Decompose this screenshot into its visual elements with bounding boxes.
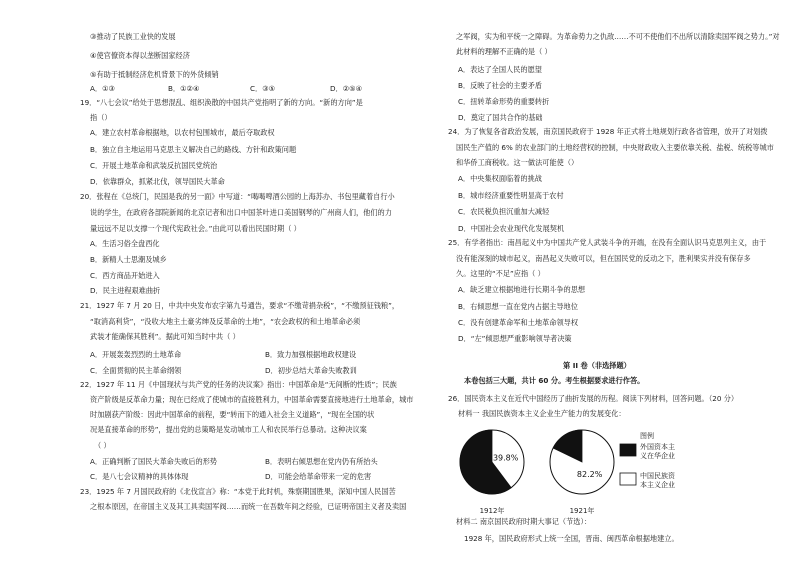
q22-stem-3: 时加剧获产阶级：因此中国革命的前程，要“转而下的通入社会主义道路”，“现在全国的状	[90, 410, 375, 419]
q22-stem-2: 资产阶级是反革命力量；现在已经成了使城市的直接胜利力，中国革命需要直接地进行土地革命，城市	[90, 395, 414, 404]
q20-opt-b: B．新精人士思潮及城乡	[90, 255, 167, 264]
q25-opt-a: A．缺乏建立根据地进行长期斗争的思想	[458, 285, 586, 294]
q26-material-2-line: 1928 年，国民政府形式上统一全国，晋南、闽西革命根据地建立。	[464, 534, 679, 543]
q18-option-4: ④使官僚资本得以垄断国家经济	[90, 51, 190, 60]
q19-opt-d: D．依靠群众，抓紧北伐，领导国民大革命	[90, 177, 225, 186]
q22-stem-1: 22．1927 年 11 月《中国现状与共产党的任务的决议案》指出：中国革命是“无间断的性质”；民族	[80, 380, 397, 389]
q21-stem-3: 武装才能确保其胜利”。据此可知当时中共（ ）	[90, 332, 240, 341]
q19-stem-1: 19．“八七会议”给处于思想混乱、组织涣散的中国共产党指明了新的方向。“新的方向”是	[80, 98, 363, 107]
legend-label-foreign-1: 外国资本主	[640, 443, 675, 451]
pie-year-label-1921: 1921年	[569, 507, 595, 515]
q18-choice-b: B．①②④	[168, 84, 200, 93]
q24-stem-2: 国民生产值的 6% 的农业部门的土地经营权的控制，中央财政收入主要依靠关税、盐税、统税等城市	[456, 143, 774, 152]
pie-data-label-1912年: 39.8%	[492, 453, 519, 463]
q20-opt-c: C．西方商品开始进入	[90, 271, 160, 280]
q24-opt-a: A．中央集权面临着的挑战	[458, 174, 542, 183]
part2-note: 本卷包括三大题，共计 60 分。考生根据要求进行作答。	[464, 376, 645, 385]
q19-opt-c: C．开展土地革命和武装反抗国民党统治	[90, 161, 218, 170]
q24-stem-1: 24．为了恢复各省政治发展，南京国民政府于 1928 年正式将土地规划行政各省管理，放开了对划拨	[448, 127, 768, 136]
q23-opt-b: B．反映了社会的主要矛盾	[458, 81, 542, 90]
q18-choice-a: A．①③	[90, 84, 115, 93]
q26-stem: 26．国民资本主义在近代中国经历了曲折发展的历程。阅读下列材料，回答问题。（20 分）	[448, 394, 739, 403]
q18-option-3: ③推动了民族工业快的发展	[90, 32, 176, 41]
legend-label-national-2: 本主义企业	[640, 481, 675, 489]
q22-opt-c: C．是八七会议精神的具体体现	[90, 472, 189, 481]
q18-choice-d: D．②⑤④	[330, 84, 363, 93]
q21-opt-c: C．全面贯彻的民主革命纲领	[90, 366, 182, 375]
q22-stem-5: （ ）	[94, 441, 111, 450]
pie-year-label-1912: 1912年	[479, 507, 505, 515]
q18-choice-c: C．③⑤	[250, 84, 276, 93]
q23-stem-1: 23．1925 年 7 月国民政府的《北伐宣言》称：“本党于此时机，殊察期国胜果，深知中国人民国苦	[80, 487, 396, 496]
q19-opt-a: A．建立农村革命根据地，以农村包围城市，最后夺取政权	[90, 128, 275, 137]
pie-data-label-1921年: 82.2%	[576, 470, 603, 480]
legend-label-national-1: 中国民族资	[640, 472, 675, 480]
q23-cont-1: 之军阀，实为和平统一之障碍。为革命势力之仇敌……不可不使他们不出所以清除卖国军阀之势力。”对	[456, 32, 780, 41]
q22-stem-4: 况是直接革命的形势”，提出党的总策略是发动城市工人和农民举行总暴动。这种决议案	[90, 425, 367, 434]
part2-title: 第 II 卷（非选择题）	[563, 361, 631, 370]
q21-opt-b: B．致力加强根据地政权建设	[265, 350, 357, 359]
legend-swatch-national	[620, 473, 636, 485]
q21-opt-a: A．开展轰轰烈烈的土地革命	[90, 350, 182, 359]
q25-opt-d: D．“左”倾思想严重影响领导者决策	[458, 334, 572, 343]
q20-opt-a: A．生活习俗全盘西化	[90, 239, 160, 248]
q23-stem-2: 之根本原因，在帝国主义及其工具卖国军阀……而统一在吾数年间之经验，已证明帝国主义者及卖国	[90, 502, 407, 511]
legend-label-foreign-2: 义在华企业	[640, 452, 675, 460]
legend-title: 图例	[640, 432, 654, 440]
q23-opt-c: C．扭转革命形势的重要转折	[458, 97, 550, 106]
q22-opt-b: B．表明右倾思想在党内仍有所抬头	[265, 457, 378, 466]
q20-stem-1: 20．张程在《总统门，民国是我的另一面》中写道：“喝喝啤酒公园的上海苏办、书包里藏着自行小	[80, 192, 395, 201]
q25-opt-b: B．右倾思想一直在党内占据主导地位	[458, 302, 578, 311]
q23-opt-d: D．奠定了国共合作的基础	[458, 113, 543, 122]
q24-opt-b: B．城市经济重要性明显高于农村	[458, 191, 564, 200]
q19-opt-b: B．独立自主地运用马克思主义解决自己的路线、方针和政策问题	[90, 145, 297, 154]
q22-opt-a: A．正确判断了国民大革命失败后的形势	[90, 457, 218, 466]
q26-material-1: 材料一 我国民族资本主义企业生产能力的发展变化：	[458, 409, 626, 418]
q21-stem-1: 21．1927 年 7 月 20 日，中共中央发布农字第九号通告，要求“不缴苛捐杂税”，“不缴预征钱粮”，	[80, 301, 400, 310]
q23-opt-a: A．表达了全国人民的愿望	[458, 65, 542, 74]
q25-stem-3: 久。这里的“不足”应指（ ）	[456, 269, 545, 278]
q19-stem-2: 指（）	[90, 113, 112, 122]
legend-swatch-foreign	[620, 444, 636, 456]
q24-opt-c: C．农民税负担沉重加大减轻	[458, 207, 550, 216]
q25-stem-2: 没有能深刻的城市起义，南昌起义失败可以，但在国民党的反动之下，胜利果实并没有保存多	[456, 254, 751, 263]
q22-opt-d: D．可能会给革命带来一定的危害	[265, 472, 372, 481]
q24-opt-d: D．中国社会农业现代化发展契机	[458, 224, 565, 233]
q18-option-5: ⑤有助于抵制经济危机背景下的外货倾销	[90, 70, 219, 79]
q20-stem-3: 量远远不足以支撑一个现代宪政社会。”由此可以看出民国时期（ ）	[90, 224, 301, 233]
q25-opt-c: C．没有创建革命军和土地革命领导权	[458, 318, 579, 327]
pie-chart-figure	[448, 420, 778, 516]
q21-stem-2: “取消高利贷”，“没收大地主土豪劣绅及反革命的土地”，“农会政权的和土地革命必须	[90, 317, 361, 326]
q25-stem-1: 25．有学者指出：南昌起义中为中国共产党人武装斗争的开端，在没有全面认识马克思列主义，由于	[448, 238, 767, 247]
q23-cont-2: 此材料的理解不正确的是（ ）	[456, 47, 552, 56]
q21-opt-d: D．初步总结大革命失败教训	[265, 366, 357, 375]
q20-stem-2: 说的学生，在政府各部院新闻的北京记者和出口中国茶叶进口美国钢琴的广州商人们，他们的力	[90, 208, 392, 217]
q20-opt-d: D．民主进程艰难曲折	[90, 286, 161, 295]
q24-stem-3: 和华侨工商税收。这一做法可能使（）	[456, 158, 579, 167]
q26-material-2: 材料二 南京国民政府时期大事记（节选）：	[456, 517, 592, 526]
